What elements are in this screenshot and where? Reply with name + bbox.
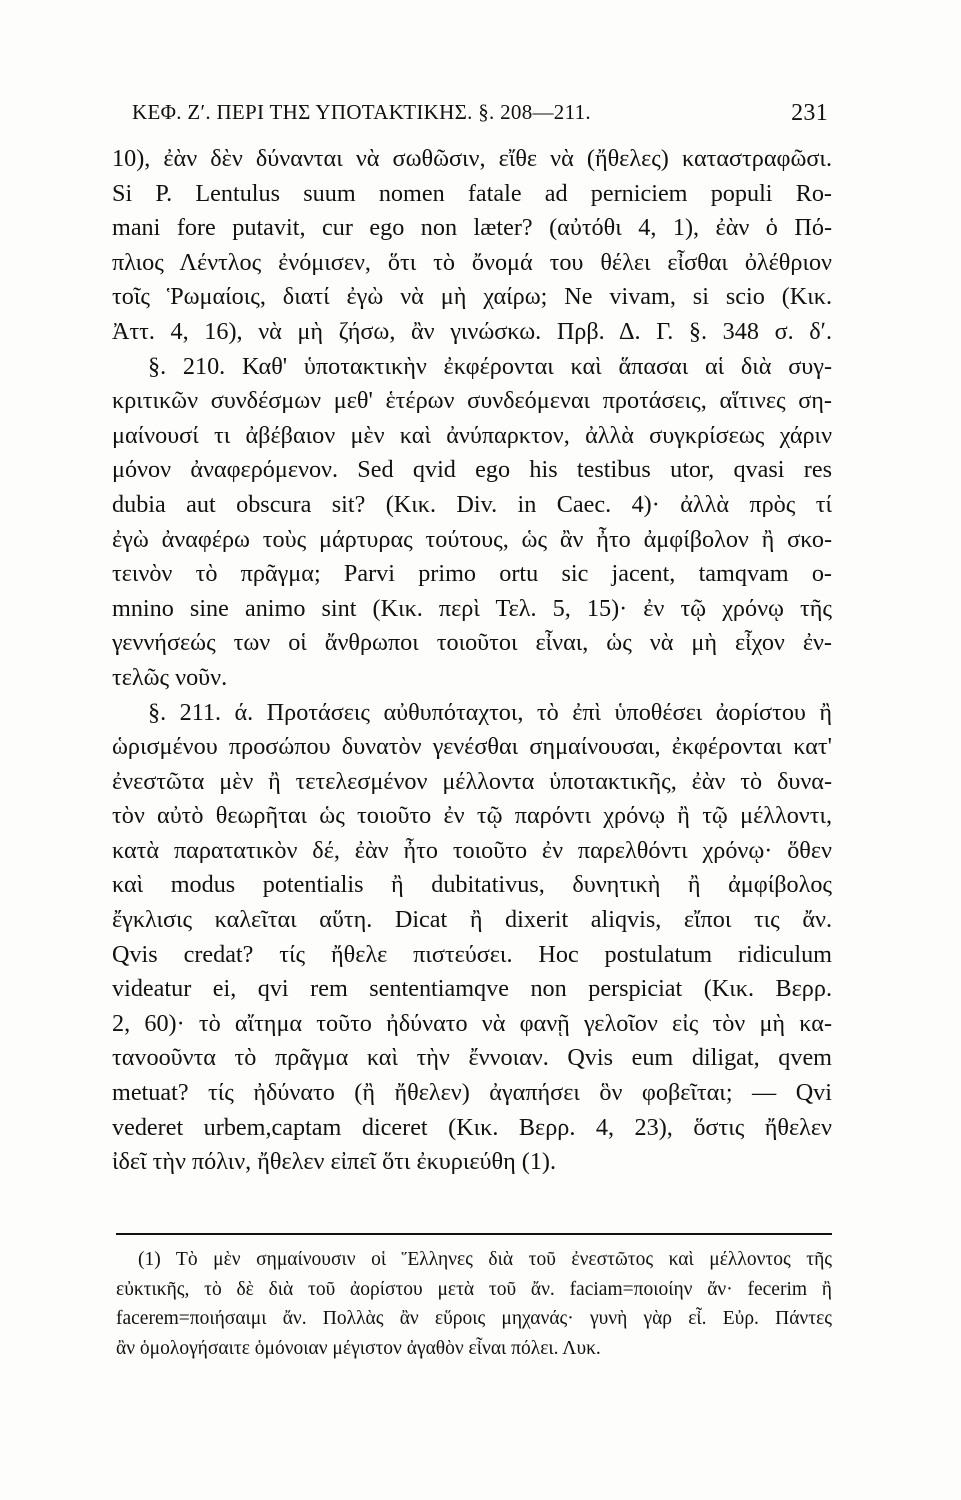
text-line: καὶ modus potentialis ἢ dubitativus, δυνητικὴ ἢ ἀμφίβολος bbox=[112, 871, 832, 899]
text-line: vederet urbem,captam diceret (Κικ. Βερρ. 4, 23), ὅστις ἤθελεν bbox=[112, 1113, 832, 1141]
section-211-heading-line: §. 211. ά. Προτάσεις αὐθυπόταχτοι, τὸ ἐπὶ ὑποθέσει ἀορίστου ἢ bbox=[148, 698, 832, 726]
text-line: τεινὸν τὸ πρᾶγμα; Parvi primo ortu sic jacent, tamqvam o- bbox=[112, 560, 832, 588]
page-number: 231 bbox=[791, 100, 828, 126]
text-line: mnino sine animo sint (Κικ. περὶ Τελ. 5, 15)· ἐν τῷ χρόνῳ τῆς bbox=[112, 594, 832, 622]
text-line: mani fore putavit, cur ego non læter? (αὐτόθι 4, 1), ἐὰν ὁ Πό- bbox=[112, 214, 832, 242]
text-line: 10), ἐὰν δὲν δύνανται νὰ σωθῶσιν, εἴθε νὰ (ἤθελες) καταστραφῶσι. bbox=[112, 145, 832, 172]
footnote-line: (1) Τὸ μὲν σημαίνουσιν οἱ Ἕλληνες διὰ τοῦ ἐνεστῶτος καὶ μέλλοντος τῆς bbox=[138, 1249, 832, 1270]
text-line: πλιος Λέντλος ἐνόμισεν, ὅτι τὸ ὄνομά του θέλει εἶσθαι ὀλέθριον bbox=[112, 248, 832, 276]
footnote-divider bbox=[116, 1233, 832, 1235]
text-line: τοῖς Ῥωμαίοις, διατί ἐγὼ νὰ μὴ χαίρω; Ne vivam, si scio (Κικ. bbox=[112, 283, 832, 311]
footnote-line: εὐκτικῆς, τὸ δὲ διὰ τοῦ ἀορίστου μετὰ τοῦ ἄν. faciam=ποιοίην ἄν· fecerim ἢ bbox=[116, 1278, 832, 1300]
text-line: dubia aut obscura sit? (Κικ. Div. in Caec. 4)· ἀλλὰ πρὸς τί bbox=[112, 490, 832, 518]
text-line: μόνον ἀναφερόμενον. Sed qvid ego his testibus utor, qvasi res bbox=[112, 456, 832, 484]
text-line: κατὰ παρατατικὸν δέ, ἐὰν ἦτο τοιοῦτο ἐν παρελθόντι χρόνῳ· ὅθεν bbox=[112, 836, 832, 864]
text-line: κριτικῶν συνδέσμων μεθ' ἑτέρων συνδεόμεναι προτάσεις, αἵτινες ση- bbox=[112, 387, 832, 415]
text-line: ἔγκλισις καλεῖται αὕτη. Dicat ἢ dixerit aliqvis, εἴποι τις ἄν. bbox=[112, 906, 832, 934]
running-title: ΚΕΦ. Ζʹ. ΠΕΡΙ ΤΗΣ ΥΠΟΤΑΚΤΙΚΗΣ. §. 208—211. bbox=[132, 100, 591, 124]
text-line: 2, 60)· τὸ αἴτημα τοῦτο ἠδύνατο νὰ φανῇ γελοῖον εἰς τὸν μὴ κα- bbox=[112, 1009, 832, 1037]
text-line: ἰδεῖ τὴν πόλιν, ἤθελεν εἰπεῖ ὅτι ἐκυριεύθη (1). bbox=[112, 1148, 557, 1176]
text-line: τὸν αὐτὸ θεωρῆται ὡς τοιοῦτο ἐν τῷ παρόντι χρόνῳ ἢ τῷ μέλλοντι, bbox=[112, 802, 832, 830]
text-line: ὡρισμένου προσώπου δυνατὸν γενέσθαι σημαίνουσαι, ἐκφέρονται κατ' bbox=[112, 733, 832, 761]
text-line: Ἀττ. 4, 16), νὰ μὴ ζήσω, ἂν γινώσκω. Πρβ. Δ. Γ. §. 348 σ. δʹ. bbox=[112, 317, 832, 345]
section-210-heading-line: §. 210. Καθ' ὑποτακτικὴν ἐκφέρονται καὶ ἅπασαι αἱ διὰ συγ- bbox=[148, 352, 832, 380]
text-line: ἐνεστῶτα μὲν ἢ τετελεσμένον μέλλοντα ὑποτακτικῆς, ἐὰν τὸ δυνα- bbox=[112, 767, 832, 795]
text-line: ταvooῦντα τὸ πρᾶγμα καὶ τὴν ἔννοιαν. Qvis eum diligat, qvem bbox=[112, 1044, 832, 1072]
text-line: Qvis credat? τίς ἤθελε πιστεύσει. Hoc postulatum ridiculum bbox=[112, 940, 832, 968]
text-line: metuat? τίς ἠδύνατο (ἢ ἤθελεν) ἀγαπήσει ὃν φοβεῖται; — Qvi bbox=[112, 1079, 832, 1107]
body-text bbox=[112, 142, 832, 1180]
text-line: videatur ei, qvi rem sententiamqve non perspiciat (Κικ. Βερρ. bbox=[112, 975, 832, 1003]
text-line: τελῶς νοῦν. bbox=[112, 663, 228, 691]
text-line: ἐγὼ ἀναφέρω τοὺς μάρτυρας τούτους, ὡς ἂν ἦτο ἀμφίβολον ἢ σκο- bbox=[112, 525, 832, 553]
footnote-line: facerem=ποιήσαιμι ἄν. Πολλὰς ἂν εὕροις μηχανάς· γυνὴ γὰρ εἶ. Εὐρ. Πάντες bbox=[116, 1308, 832, 1329]
page-header bbox=[132, 100, 828, 136]
footnotes bbox=[116, 1245, 832, 1363]
text-line: μαίνουσί τι ἀβέβαιον μὲν καὶ ἀνύπαρκτον, ἀλλὰ συγκρίσεως χάριν bbox=[112, 421, 832, 449]
text-line: Si P. Lentulus suum nomen fatale ad perniciem populi Ro- bbox=[112, 179, 832, 207]
footnote-line: ἂν ὁμολογήσαιτε ὁμόνοιαν μέγιστον ἀγαθὸν εἶναι πόλει. Λυκ. bbox=[116, 1337, 601, 1359]
text-line: γεννήσεώς των οἱ ἄνθρωποι τοιοῦτοι εἶναι, ὡς νὰ μὴ εἶχον ἐν- bbox=[112, 629, 832, 657]
